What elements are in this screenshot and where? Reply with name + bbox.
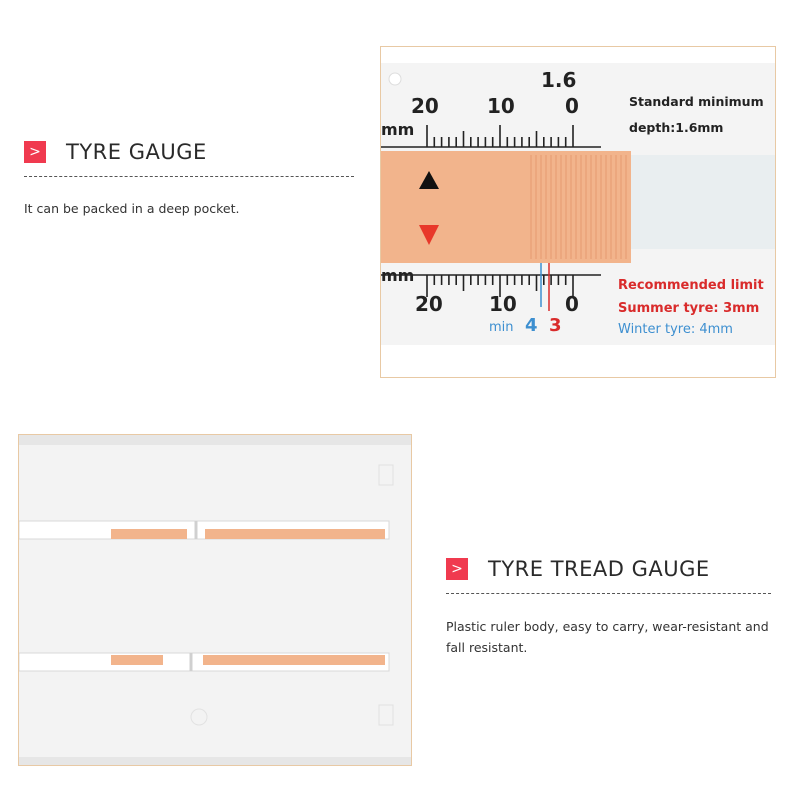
standard-text-line1: Standard minimum <box>629 94 764 109</box>
standard-text-line2: depth:1.6mm <box>629 120 724 135</box>
section-title: TYRE TREAD GAUGE <box>488 557 710 581</box>
description-line-2: fall resistant. <box>446 640 528 655</box>
divider <box>24 176 354 177</box>
bottom-label-0: 0 <box>565 292 579 316</box>
section-tyre-gauge-header <box>24 140 207 164</box>
bottom-label-20: 20 <box>415 292 443 316</box>
bottom-label-10: 10 <box>489 292 517 316</box>
chevron-right-icon: > <box>446 558 468 580</box>
winter-text: Winter tyre: 4mm <box>618 322 733 337</box>
tyre-tread-gauge-photo <box>18 434 412 766</box>
tyre-gauge-photo <box>380 46 776 378</box>
description-line-1: Plastic ruler body, easy to carry, wear-resistant and <box>446 619 769 634</box>
min-label: min <box>489 320 514 335</box>
top-label-0: 0 <box>565 94 579 118</box>
bottom-unit-label: mm <box>381 266 415 285</box>
section-description <box>446 616 769 658</box>
section-title: TYRE GAUGE <box>66 140 207 164</box>
chevron-right-icon: > <box>24 141 46 163</box>
divider <box>446 593 771 594</box>
top-label-min: 1.6 <box>541 68 577 92</box>
top-label-20: 20 <box>411 94 439 118</box>
recommended-text: Recommended limit <box>618 278 764 293</box>
min-summer-value: 3 <box>549 315 562 336</box>
summer-text: Summer tyre: 3mm <box>618 301 760 316</box>
section-tyre-tread-gauge-header <box>446 557 710 581</box>
top-label-10: 10 <box>487 94 515 118</box>
section-description: It can be packed in a deep pocket. <box>24 201 240 216</box>
min-winter-value: 4 <box>525 315 538 336</box>
top-unit-label: mm <box>381 120 415 139</box>
